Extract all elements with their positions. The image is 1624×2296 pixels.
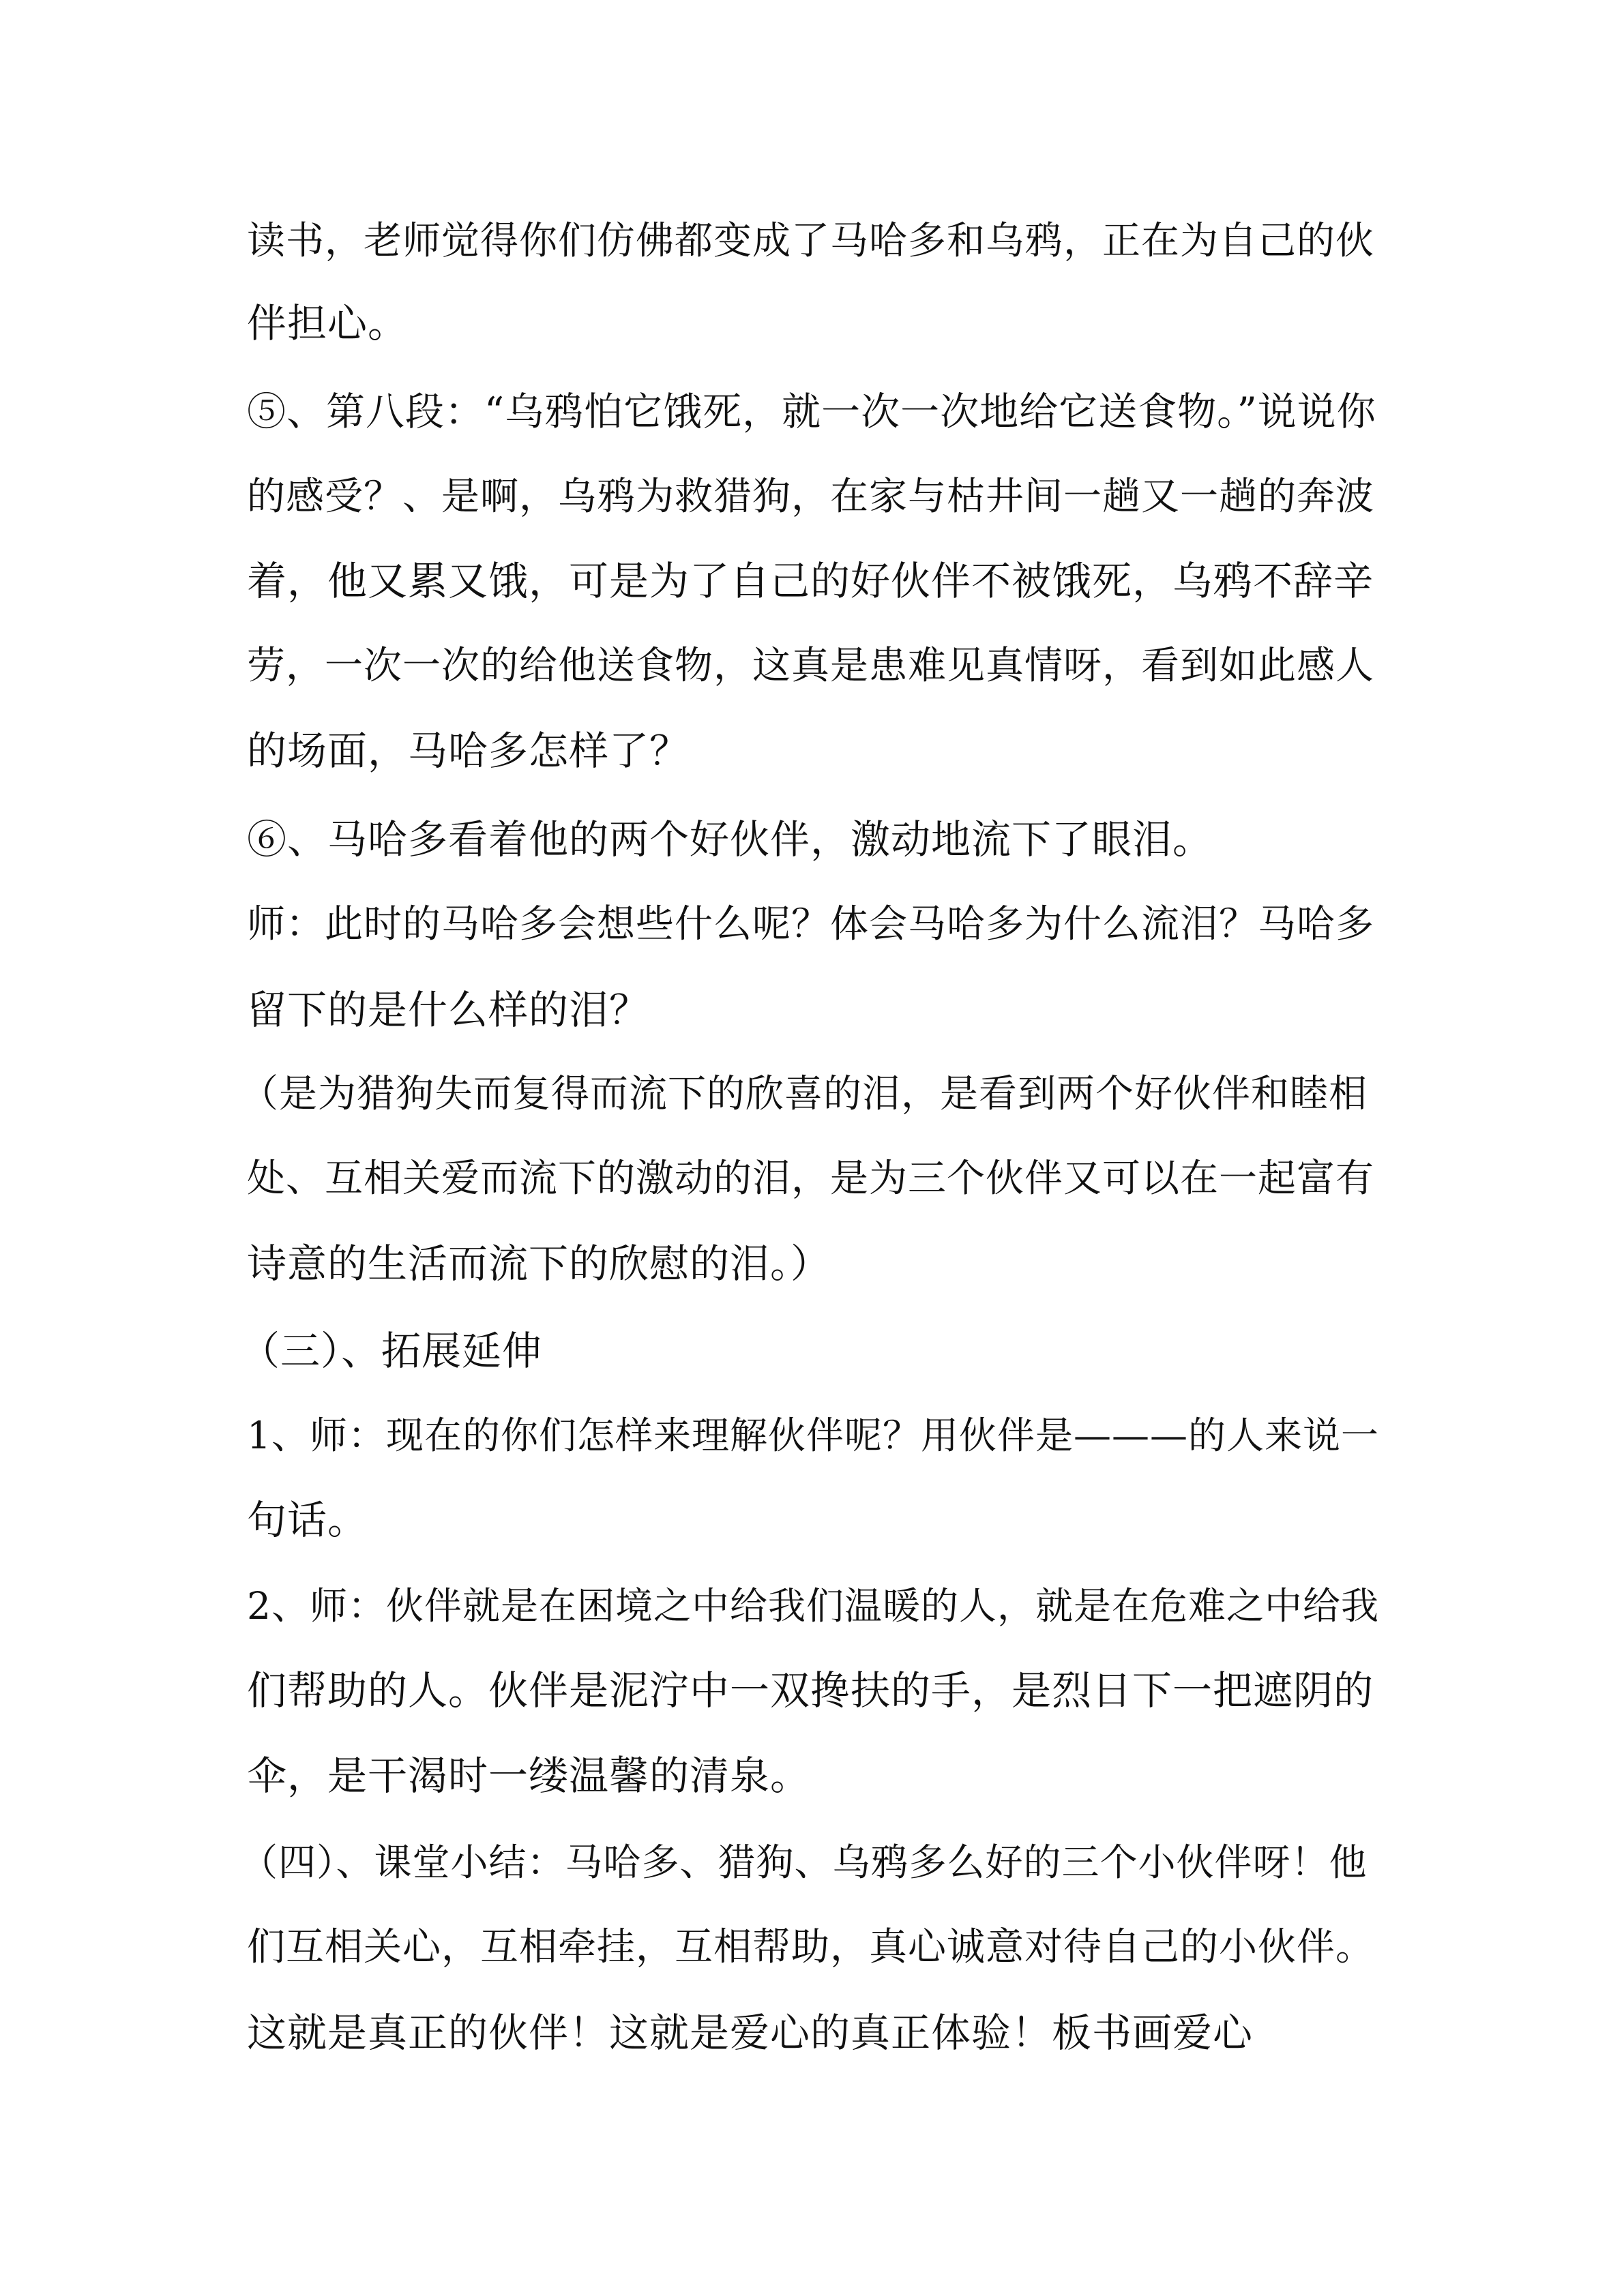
text-line: ⑥、马哈多看着他的两个好伙伴，激动地流下了眼泪。 xyxy=(247,816,1213,863)
section-heading: （三）、拓展延伸 xyxy=(240,1328,543,1374)
text-line: 们互相关心，互相牵挂，互相帮助，真心诚意对待自己的小伙伴。 xyxy=(247,1925,1374,1969)
text-line: 1、师：现在的你们怎样来理解伙伴呢？用伙伴是———的人来说一 xyxy=(247,1414,1379,1457)
text-line: 2、师：伙伴就是在困境之中给我们温暖的人，就是在危难之中给我 xyxy=(247,1584,1379,1628)
text-line: （四）、课堂小结：马哈多、猎狗、乌鸦多么好的三个小伙伴呀！他 xyxy=(240,1840,1368,1884)
text-line: 的感受？、是啊，乌鸦为救猎狗，在家与枯井间一趟又一趟的奔波 xyxy=(247,475,1374,519)
text-line: 读书，老师觉得你们仿佛都变成了马哈多和乌鸦，正在为自己的伙 xyxy=(247,219,1374,263)
text-line: 这就是真正的伙伴！这就是爱心的真正体验！板书画爱心 xyxy=(247,2010,1254,2056)
text-line: 伴担心。 xyxy=(247,300,409,346)
text-line: ⑤、第八段：“乌鸦怕它饿死，就一次一次地给它送食物。”说说你 xyxy=(247,389,1376,434)
text-line: 处、互相关爱而流下的激动的泪，是为三个伙伴又可以在一起富有 xyxy=(247,1157,1374,1201)
text-line: 劳，一次一次的给他送食物，这真是患难见真情呀，看到如此感人 xyxy=(247,644,1374,688)
text-line: 留下的是什么样的泪？ xyxy=(247,987,650,1033)
text-line: 伞，是干渴时一缕温馨的清泉。 xyxy=(247,1753,811,1799)
text-line: 的场面，马哈多怎样了？ xyxy=(247,728,690,774)
text-line: 诗意的生活而流下的欣慰的泪。） xyxy=(247,1240,831,1287)
text-line: 师：此时的马哈多会想些什么呢？体会马哈多为什么流泪？马哈多 xyxy=(247,902,1374,946)
text-line: （是为猎狗失而复得而流下的欣喜的泪，是看到两个好伙伴和睦相 xyxy=(240,1072,1368,1116)
text-line: 们帮助的人。伙伴是泥泞中一双搀扶的手，是烈日下一把遮阴的 xyxy=(247,1667,1374,1714)
text-line: 着，他又累又饿，可是为了自己的好伙伴不被饿死，乌鸦不辞辛 xyxy=(247,558,1374,604)
text-line: 句话。 xyxy=(247,1497,368,1543)
